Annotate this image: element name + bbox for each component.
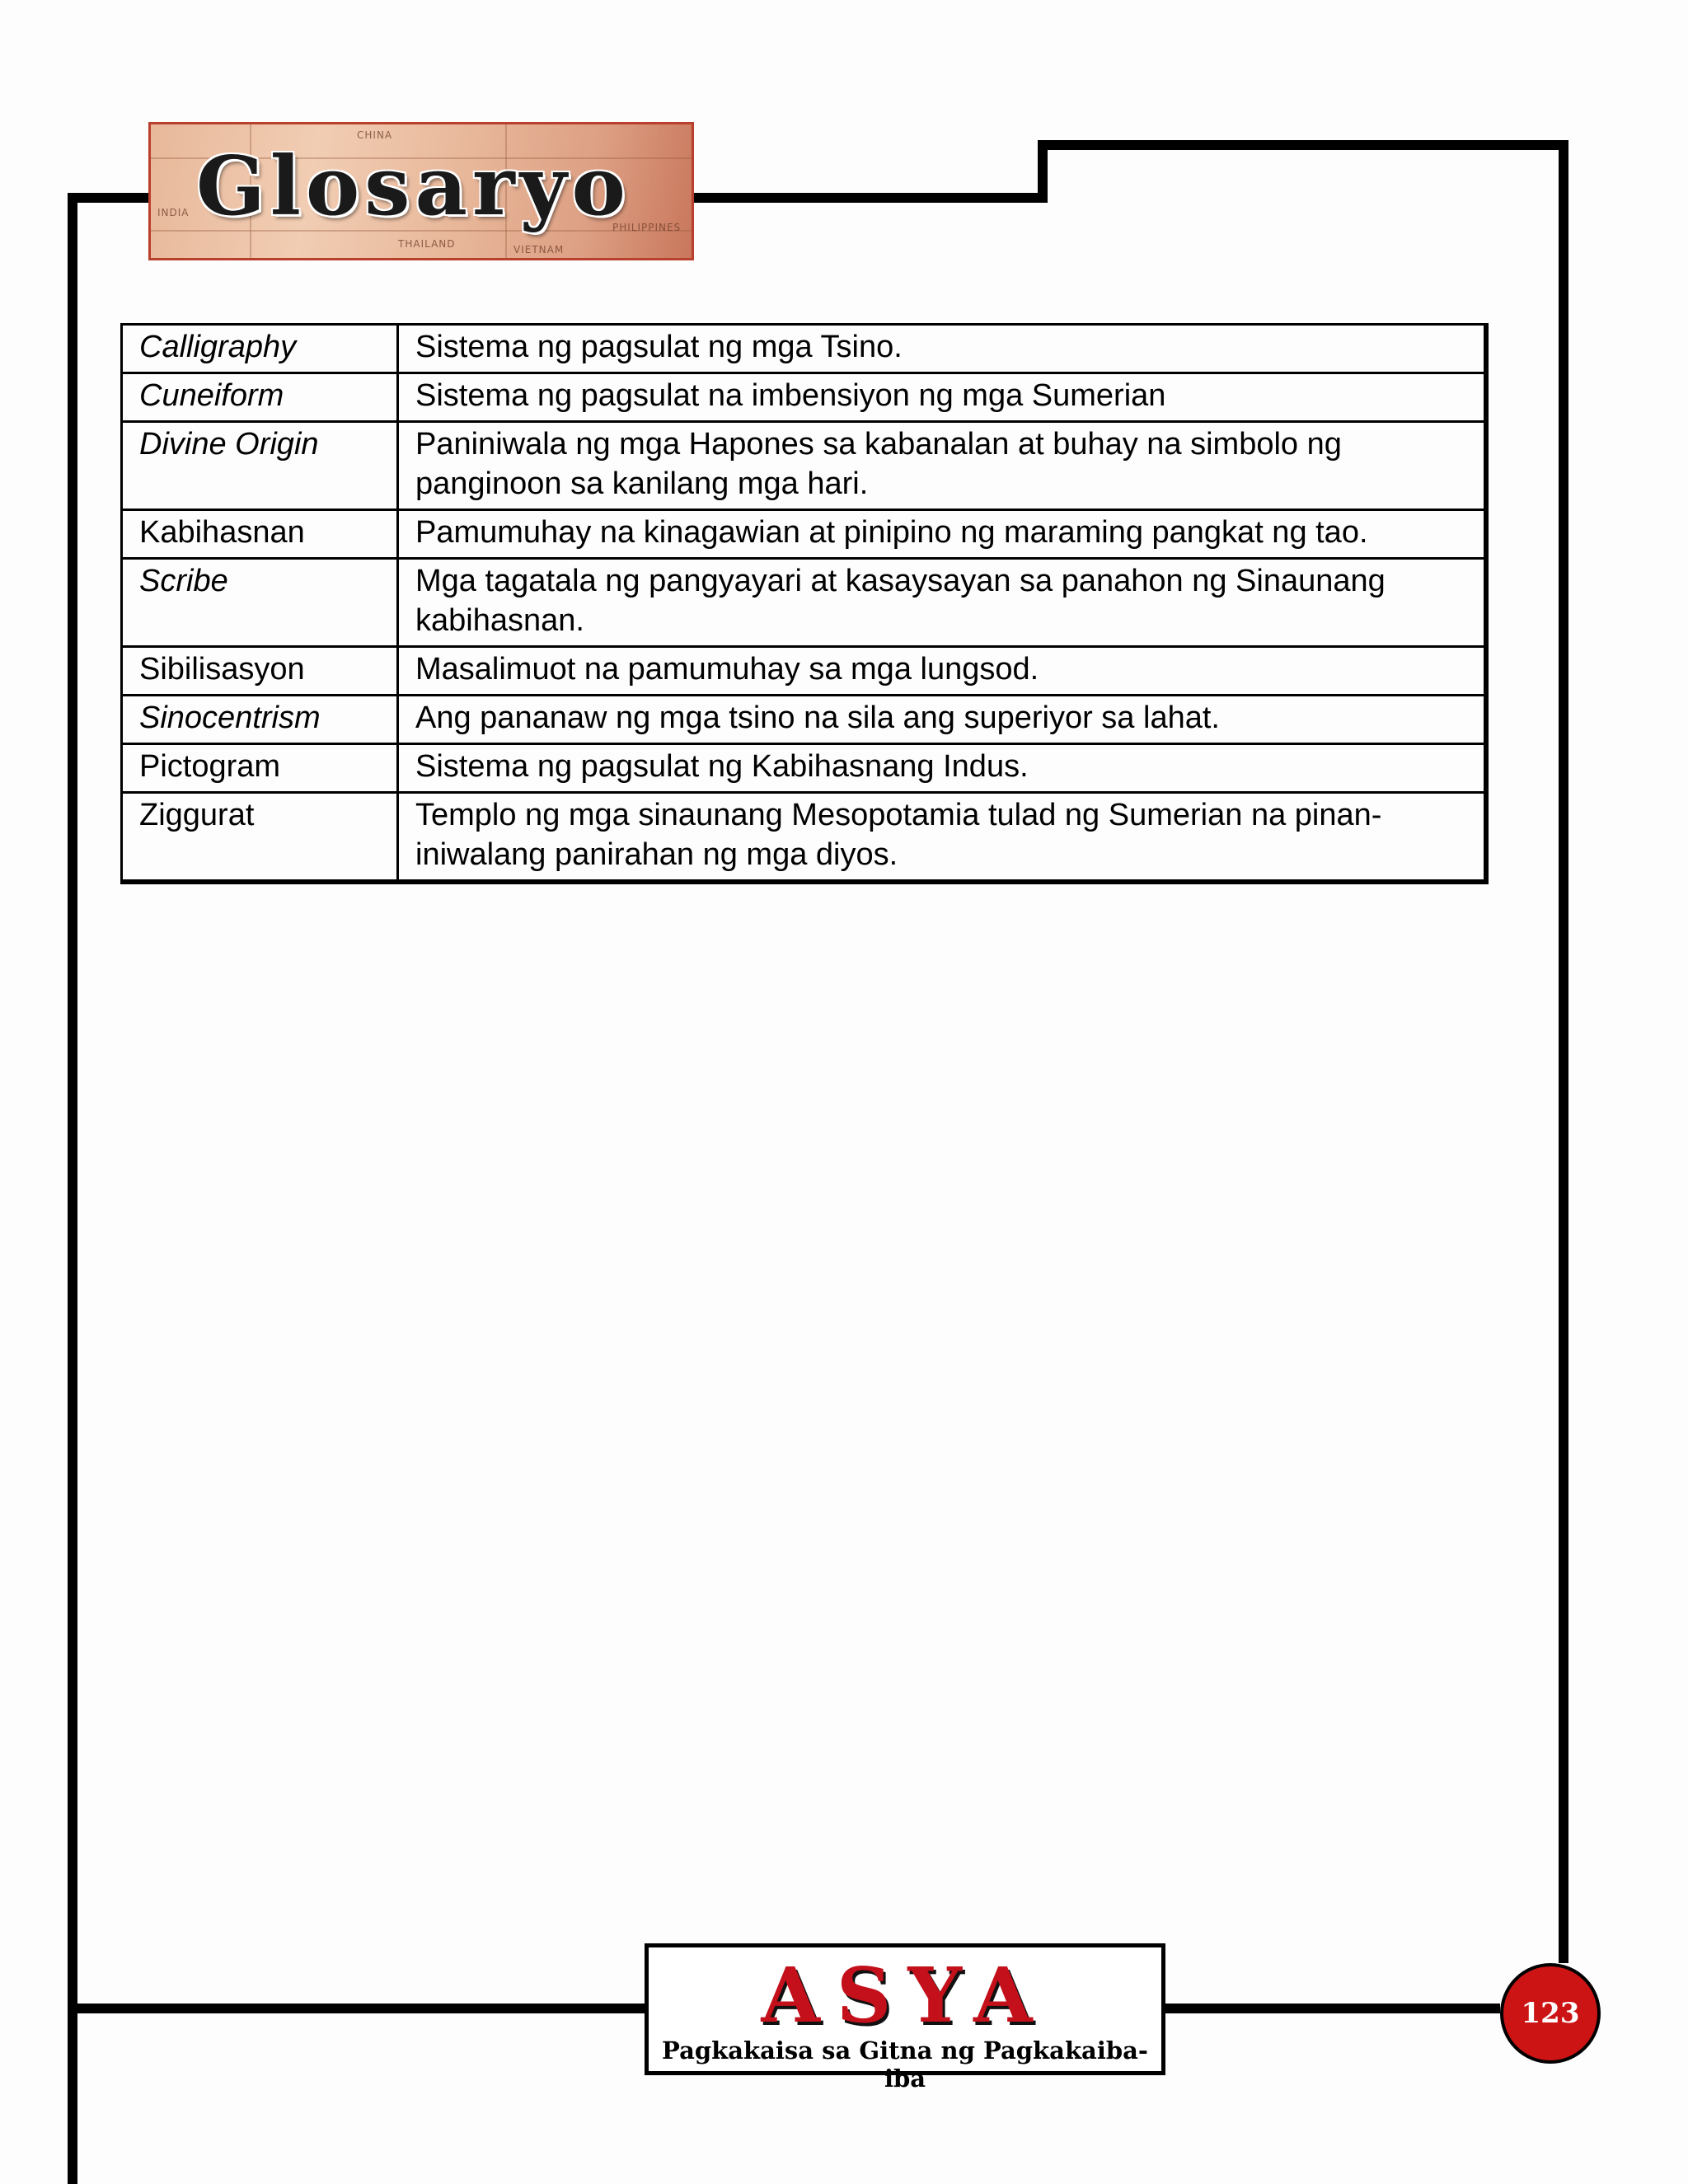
glossary-term: Cuneiform — [122, 373, 398, 422]
table-row — [122, 744, 1487, 793]
table-row — [122, 696, 1487, 744]
asya-logo — [645, 1943, 1165, 2093]
glossary-definition: Ang pananaw ng mga tsino na sila ang superiyor sa lahat. — [398, 696, 1487, 744]
glossary-term: Kabihasnan — [122, 510, 398, 559]
table-row — [122, 422, 1487, 510]
table-row — [122, 373, 1487, 422]
glossary-definition: Paniniwala ng mga Hapones sa kabanalan at buhay na simbolo ng panginoon sa kanilang mga hari. — [398, 422, 1487, 510]
map-label: INDIA — [157, 207, 190, 218]
map-label: CHINA — [357, 129, 393, 141]
glossary-definition: Mga tagatala ng pangyayari at kasaysayan sa panahon ng Sinaunang kabihasnan. — [398, 559, 1487, 647]
table-row — [122, 559, 1487, 647]
glossary-definition: Sistema ng pagsulat na imbensiyon ng mga Sumerian — [398, 373, 1487, 422]
table-row — [122, 793, 1487, 883]
glossary-term: Calligraphy — [122, 325, 398, 373]
glossary-term: Scribe — [122, 559, 398, 647]
glossary-definition: Masalimuot na pamumuhay sa mga lungsod. — [398, 647, 1487, 696]
table-row — [122, 510, 1487, 559]
glossary-term: Sinocentrism — [122, 696, 398, 744]
glossary-term: Sibilisasyon — [122, 647, 398, 696]
page-number-badge: 123 — [1500, 1963, 1601, 2064]
glossary-term: Ziggurat — [122, 793, 398, 883]
glossary-banner — [148, 122, 694, 260]
glossary-definition: Sistema ng pagsulat ng mga Tsino. — [398, 325, 1487, 373]
map-label: PHILIPPINES — [612, 222, 682, 233]
map-label: THAILAND — [398, 238, 456, 250]
glossary-definition: Templo ng mga sinaunang Mesopotamia tulad ng Sumerian na pinan-iniwalang panirahan ng mga diyos. — [398, 793, 1487, 883]
glossary-term: Pictogram — [122, 744, 398, 793]
table-row — [122, 325, 1487, 373]
glossary-definition: Pamumuhay na kinagawian at pinipino ng maraming pangkat ng tao. — [398, 510, 1487, 559]
page-title: Glosaryo — [196, 139, 631, 234]
glossary-definition: Sistema ng pagsulat ng Kabihasnang Indus. — [398, 744, 1487, 793]
glossary-term: Divine Origin — [122, 422, 398, 510]
logo-tagline: Pagkakaisa sa Gitna ng Pagkakaiba-iba — [662, 2036, 1148, 2093]
logo-brand-text: ASYA — [761, 1951, 1049, 2040]
glossary-table — [120, 323, 1489, 884]
map-label: VIETNAM — [513, 244, 565, 255]
table-row — [122, 647, 1487, 696]
